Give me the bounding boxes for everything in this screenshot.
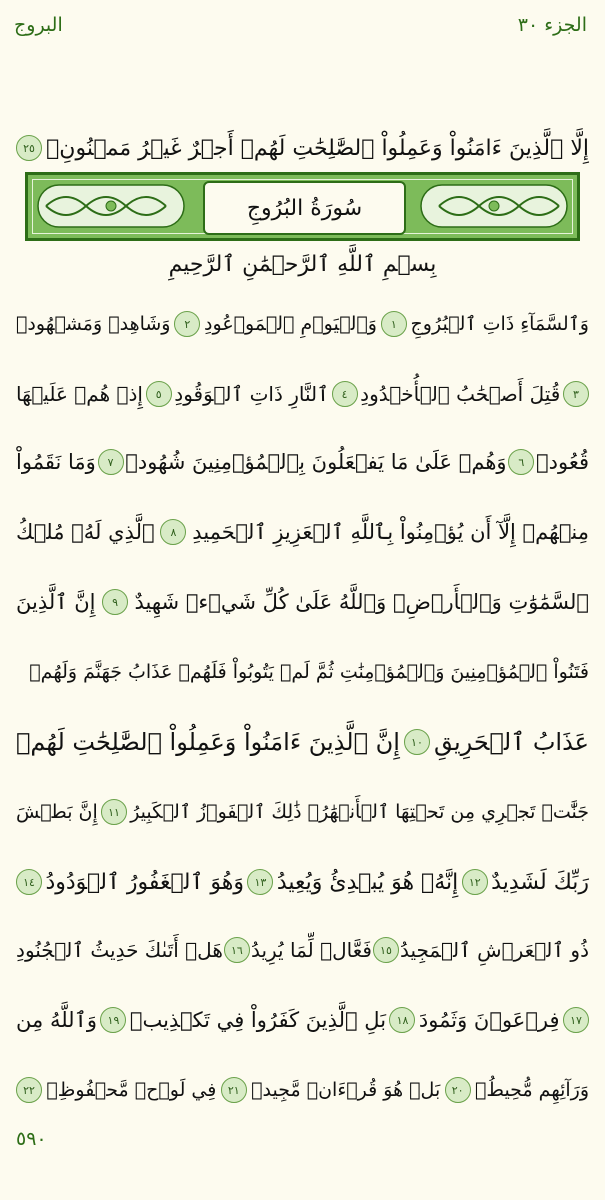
ayah-number-marker: ١	[381, 311, 407, 337]
ayah-number-marker: ٢	[174, 311, 200, 337]
surah-banner	[25, 172, 580, 241]
ayah-text: وَشَاهِدٖ وَمَشۡهُودٖ	[16, 313, 171, 335]
ayah-number-marker: ١٦	[224, 937, 250, 963]
ayah-text: ٱلنَّارِ ذَاتِ ٱلۡوَقُودِ	[174, 382, 329, 406]
arabesque-ornament-icon	[419, 183, 569, 229]
ayah-text: بَلۡ هُوَ قُرۡءَانٞ مَّجِيدٞ	[251, 1079, 441, 1101]
ayah-number-marker: ٢١	[221, 1077, 247, 1103]
quran-line	[16, 925, 589, 975]
ayah-number-marker: ١٣	[247, 869, 273, 895]
ayah-number-marker: ٢٥	[16, 135, 42, 161]
ayah-text: إِذۡ هُمۡ عَلَيۡهَا	[16, 382, 143, 406]
page-number: ٥٩٠	[16, 1128, 47, 1150]
quran-line	[16, 647, 589, 697]
ayah-text: وَٱلسَّمَآءِ ذَاتِ ٱلۡبُرُوجِ	[410, 313, 589, 335]
ayah-text: قُعُودٞ	[536, 450, 589, 474]
quran-line	[16, 123, 589, 173]
arabesque-ornament-icon	[36, 183, 186, 229]
quran-line	[16, 437, 589, 487]
ayah-text: عَذَابُ ٱلۡحَرِيقِ	[433, 728, 589, 756]
ayah-text: هَلۡ أَتَىٰكَ حَدِيثُ ٱلۡجُنُودِ	[16, 938, 223, 962]
quran-line	[16, 787, 589, 837]
ayah-text: وَهُوَ ٱلۡغَفُورُ ٱلۡوَدُودُ	[45, 869, 244, 895]
surah-name-header: البروج	[14, 14, 63, 36]
ayah-text: ٱلسَّمَٰوَٰتِ وَٱلۡأَرۡضِۚ وَٱللَّهُ عَلَىٰ كُلِّ شَيۡءٖ شَهِيدٌ	[134, 590, 589, 614]
ayah-text: إِنَّ ٱلَّذِينَ ءَامَنُواْ وَعَمِلُواْ ٱلصَّٰلِحَٰتِ لَهُمۡ	[16, 728, 400, 756]
ayah-number-marker: ٣	[563, 381, 589, 407]
ayah-text: وَرَآئِهِم مُّحِيطُۢ	[475, 1079, 589, 1101]
ayah-text: بَلِ ٱلَّذِينَ كَفَرُواْ فِي تَكۡذِيبٖ	[129, 1008, 387, 1032]
ayah-text: رَبِّكَ لَشَدِيدٌ	[491, 869, 589, 895]
quran-line	[16, 577, 589, 627]
quran-line	[16, 507, 589, 557]
ayah-text: فَتَنُواْ ٱلۡمُؤۡمِنِينَ وَٱلۡمُؤۡمِنَٰتِ ثُمَّ لَمۡ يَتُوبُواْ فَلَهُمۡ عَذَابُ جَهَنَّمَ وَلَهُمۡ	[29, 661, 589, 683]
quran-line	[16, 857, 589, 907]
juz-label: الجزء ٣٠	[517, 14, 587, 36]
ayah-number-marker: ١٤	[16, 869, 42, 895]
ayah-number-marker: ١٢	[462, 869, 488, 895]
ayah-text: إِنَّهُۥ هُوَ يُبۡدِئُ وَيُعِيدُ	[276, 869, 459, 895]
ayah-text: إِلَّا ٱلَّذِينَ ءَامَنُواْ وَعَمِلُواْ ٱلصَّٰلِحَٰتِ لَهُمۡ أَجۡرٌ غَيۡرُ مَمۡنُونِۭ	[46, 135, 589, 161]
ayah-number-marker: ١٨	[389, 1007, 415, 1033]
ayah-number-marker: ٩	[102, 589, 128, 615]
ayah-number-marker: ١٠	[404, 729, 430, 755]
surah-title: سُورَةُ البُرُوجِ	[203, 181, 406, 235]
quran-line	[16, 1065, 589, 1115]
ayah-number-marker: ١٥	[373, 937, 399, 963]
ayah-text: ٱلَّذِي لَهُۥ مُلۡكُ	[16, 520, 155, 544]
quran-line	[16, 995, 589, 1045]
ayah-text: إِنَّ بَطۡشَ	[16, 801, 98, 823]
ayah-text: وَمَا نَقَمُواْ	[16, 450, 96, 474]
ayah-text: ذُو ٱلۡعَرۡشِ ٱلۡمَجِيدُ	[399, 938, 589, 962]
ayah-number-marker: ١٧	[563, 1007, 589, 1033]
ayah-text: وَٱللَّهُ مِن	[16, 1008, 97, 1032]
quran-line	[16, 717, 589, 767]
ayah-text: إِنَّ ٱلَّذِينَ	[16, 590, 96, 614]
ayah-number-marker: ٤	[332, 381, 358, 407]
ayah-text: فِي لَوۡحٖ مَّحۡفُوظِۭ	[46, 1079, 217, 1101]
ayah-number-marker: ١٩	[100, 1007, 126, 1033]
ayah-text: وَهُمۡ عَلَىٰ مَا يَفۡعَلُونَ بِٱلۡمُؤۡمِنِينَ شُهُودٞ	[125, 450, 507, 474]
ayah-text: وَٱلۡيَوۡمِ ٱلۡمَوۡعُودِ	[204, 313, 377, 335]
quran-line	[16, 299, 589, 349]
ayah-text: مِنۡهُمۡ إِلَّآ أَن يُؤۡمِنُواْ بِٱللَّهِ ٱلۡعَزِيزِ ٱلۡحَمِيدِ	[192, 520, 589, 544]
ayah-number-marker: ٨	[160, 519, 186, 545]
ayah-text: قُتِلَ أَصۡحَٰبُ ٱلۡأُخۡدُودِ	[360, 382, 561, 406]
basmala: بِسۡمِ ٱللَّهِ ٱلرَّحۡمَٰنِ ٱلرَّحِيمِ	[168, 252, 437, 277]
ayah-number-marker: ٢٢	[16, 1077, 42, 1103]
ayah-number-marker: ٢٠	[445, 1077, 471, 1103]
ayah-text: جَنَّٰتٞ تَجۡرِي مِن تَحۡتِهَا ٱلۡأَنۡهَٰرُۚ ذَٰلِكَ ٱلۡفَوۡزُ ٱلۡكَبِيرُ	[130, 801, 589, 823]
ayah-number-marker: ٦	[508, 449, 534, 475]
ayah-text: فَعَّالٞ لِّمَا يُرِيدُ	[250, 938, 372, 962]
ayah-text: فِرۡعَوۡنَ وَثَمُودَ	[418, 1008, 560, 1032]
ayah-number-marker: ٥	[146, 381, 172, 407]
ayah-number-marker: ٧	[98, 449, 124, 475]
quran-line	[16, 369, 589, 419]
ayah-number-marker: ١١	[101, 799, 127, 825]
